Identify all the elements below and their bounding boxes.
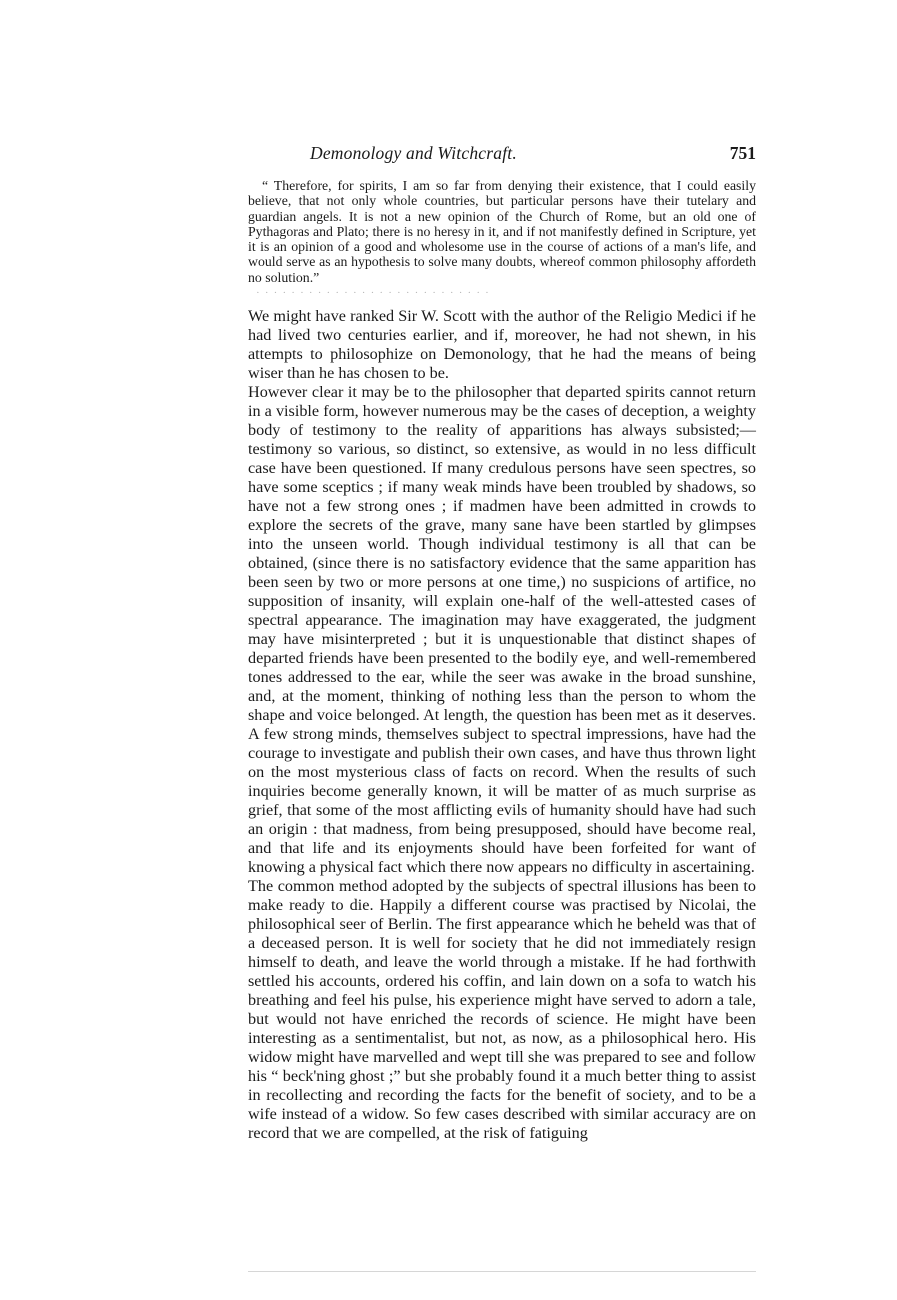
page-number: 751 xyxy=(729,143,756,163)
body-text xyxy=(248,178,756,1143)
paragraph-spectral-testimony: However clear it may be to the philosopher that departed spirits cannot return in a visible form, however numerous may be the cases of deception, a weighty body of testimony to the reality of apparitions has always subsisted;—testimony so various, so distinct, so extensive, as would in no less difficult case have been questioned. If many credulous persons have seen spectres, so have some sceptics ; if many weak minds have been troubled by shadows, so have not a few strong ones ; if madmen have been admitted in crowds to explore the secrets of the grave, many sane have been startled by glimpses into the unseen world. Though individual testimony is all that can be obtained, (since there is no satisfactory evidence that the same apparition has been seen by two or more persons at one time,) no suspicions of artifice, no supposition of insanity, will explain one-half of the well-attested cases of spectral appearance. The imagination may have exaggerated, the judgment may have misinterpreted ; but it is unquestionable that distinct shapes of departed friends have been presented to the bodily eye, and well-remembered tones addressed to the ear, while the seer was awake in the broad sunshine, and, at the moment, thinking of nothing less than the person to whom the shape and voice belonged. At length, the question has been met as it deserves. A few strong minds, themselves subject to spectral impressions, have had the courage to investigate and publish their own cases, and have thus thrown light on the most mysterious class of facts on record. When the results of such inquiries become generally known, it will be matter of as much surprise as grief, that some of the most afflicting evils of humanity should have had such an origin : that madness, from being presupposed, should have become real, and that life and its enjoyments should have been forfeited for want of knowing a physical fact which there now appears no difficulty in ascertaining. xyxy=(248,383,756,877)
running-head xyxy=(248,143,756,167)
paragraph-religio-medici: We might have ranked Sir W. Scott with the author of the Religio Medici if he had lived two centuries earlier, and if, moreover, he had not shewn, in his attempts to philosophize on Demonology, that he had the means of being wiser than he has chosen to be. xyxy=(248,307,756,383)
quotation-paragraph: “ Therefore, for spirits, I am so far from denying their existence, that I could easily believe, that not only whole countries, but particular persons have their tutelary and guardian angels. It is not a new opinion of the Church of Rome, but an old one of Pythagoras and Plato; there is no heresy in it, and if not manifestly defined in Scripture, yet it is an opinion of a good and wholesome use in the course of actions of a man's life, and would serve as an hypothesis to solve many doubts, whereof common philosophy affordeth no solution.” xyxy=(248,178,756,285)
show-through-line: · · · · · · · · · · · · · · · · · · · · · · · · · · · xyxy=(256,287,491,300)
running-title: Demonology and Witchcraft. xyxy=(310,143,517,163)
bottom-edge-rule xyxy=(248,1271,756,1272)
paragraph-nicolai: The common method adopted by the subjects of spectral illusions has been to make ready to die. Happily a different course was practised by Nicolai, the philosophical seer of Berlin. The first appearance which he beheld was that of a deceased person. It is well for society that he did not immediately resign himself to death, and leave the world through a mistake. If he had forthwith settled his accounts, ordered his coffin, and lain down on a sofa to watch his breathing and feel his pulse, his experience might have served to adorn a tale, but would not have enriched the records of science. He might have been interesting as a sentimentalist, but not, as now, as a philosophical hero. His widow might have marvelled and wept till she was prepared to see and follow his “ beck'ning ghost ;” but she probably found it a much better thing to assist in recollecting and recording the facts for the benefit of society, and to be a wife instead of a widow. So few cases described with similar accuracy are on record that we are compelled, at the risk of fatiguing xyxy=(248,877,756,1143)
